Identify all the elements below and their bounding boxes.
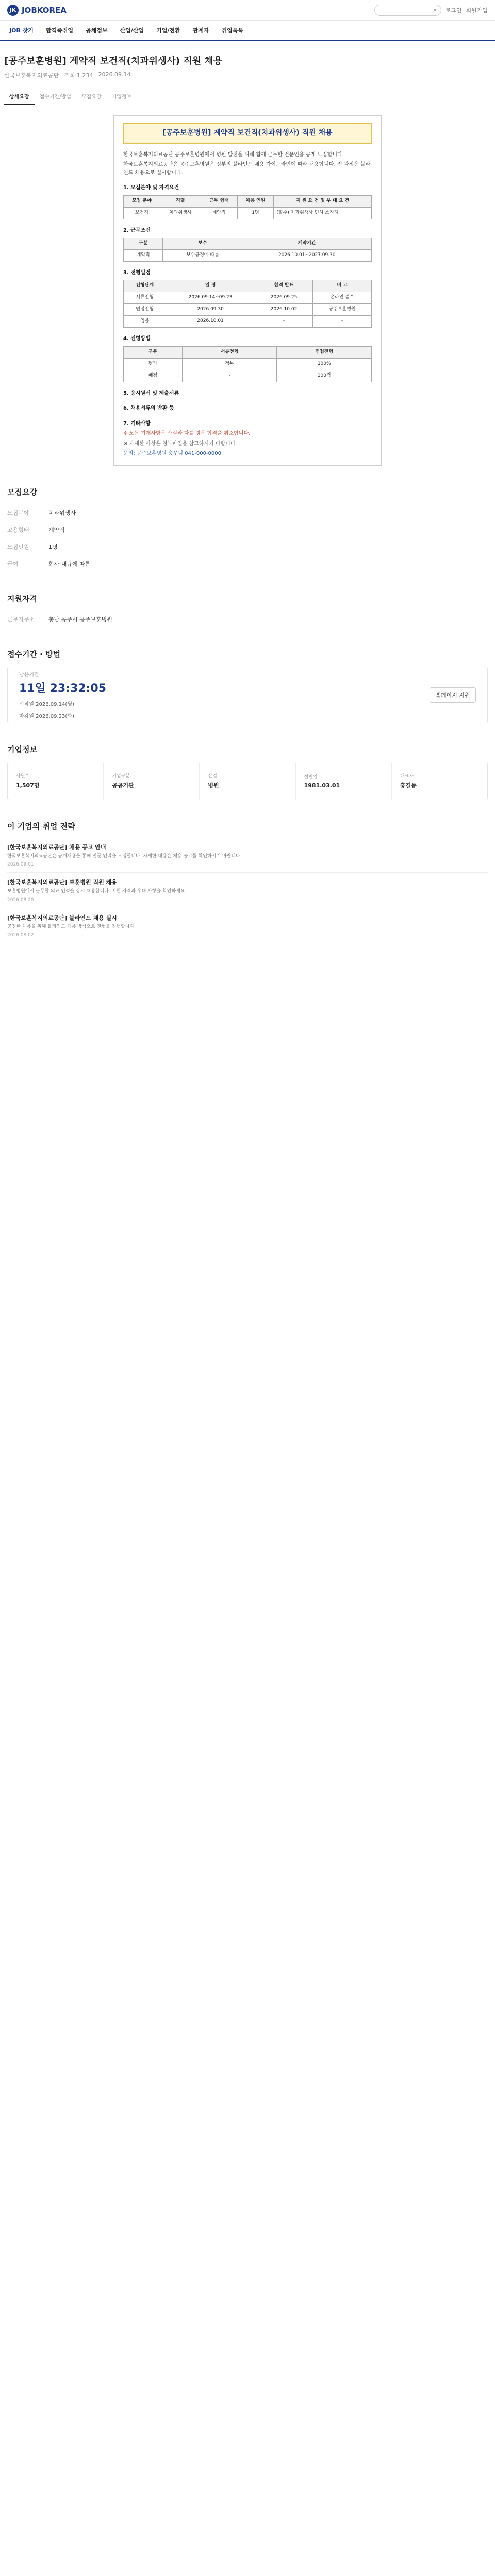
table-cell: 계약직 [201, 207, 237, 219]
section-heading: 1. 모집분야 및 자격요건 [123, 185, 179, 191]
table-cell: 서류전형 [124, 292, 166, 304]
info-key: 모집인원 [7, 543, 29, 550]
info-key: 근무지주소 [7, 616, 35, 623]
table-header: 전형단계 [124, 280, 166, 292]
company-stats [7, 762, 488, 800]
table-header: 서류전형 [182, 346, 277, 358]
stat-item [200, 762, 295, 800]
section-heading: 4. 전형방법 [123, 336, 151, 342]
detail-tabs [0, 90, 495, 105]
table-cell: 공주보훈병원 [313, 304, 372, 316]
table-header: 모집 분야 [124, 195, 160, 207]
stat-item [296, 762, 392, 800]
table-cell: 치과위생사 [160, 207, 201, 219]
logo[interactable] [7, 5, 67, 16]
apply-button[interactable]: 홈페이지 지원 [430, 687, 476, 703]
stat-value: 1,507명 [16, 782, 40, 789]
stat-value: 병원 [208, 782, 219, 789]
signup-link[interactable]: 회원가입 [466, 7, 488, 14]
table-cell: 1명 [237, 207, 274, 219]
nav-item-talk[interactable]: 취업톡톡 [221, 27, 244, 34]
nav-item-pass[interactable]: 합격족취업 [45, 27, 74, 34]
table-cell: 2026.10.01~2027.09.30 [242, 250, 372, 262]
logo-mark-icon: JK [7, 5, 19, 16]
site-header [0, 0, 495, 21]
start-date: 시작일 2026.09.14(월) [19, 702, 74, 707]
table-cell: - [255, 316, 313, 328]
table-cell: 2026.10.01 [166, 316, 255, 328]
tab-detail[interactable]: 상세요강 [4, 90, 35, 105]
recruit-title: 모집요강 [7, 487, 37, 497]
table-cell: (필수) 치과위생사 면허 소지자 [274, 207, 372, 219]
company-name[interactable]: 한국보훈복지의료공단 [4, 72, 59, 79]
table-cell: 면접전형 [124, 304, 166, 316]
stat-item [8, 762, 104, 800]
table-header: 직렬 [160, 195, 201, 207]
info-value: 회사 내규에 따름 [48, 560, 91, 567]
table-cell: - [313, 316, 372, 328]
end-date: 마감일 2026.09.23(화) [19, 714, 74, 719]
workplace-info [0, 611, 495, 628]
stat-item [104, 762, 200, 800]
remain-time: 11일 23:32:05 [19, 682, 106, 695]
post-date: 2026.09.14 [98, 71, 131, 78]
doc-note: ※ 모든 기재사항은 사실과 다를 경우 합격을 취소합니다. [123, 431, 251, 436]
info-value: 계약직 [48, 526, 65, 533]
search-icon[interactable]: ⌕ [433, 6, 437, 13]
stat-value: 공공기관 [112, 782, 134, 789]
stat-label: 설립일 [304, 774, 318, 780]
table-header: 합격 발표 [255, 280, 313, 292]
info-key: 급여 [7, 560, 19, 567]
table-cell: 2026.09.30 [166, 304, 255, 316]
views-count: 조회 1,234 [64, 72, 93, 79]
search-input[interactable] [374, 5, 441, 16]
remain-label: 남은기간 [19, 672, 39, 678]
table-cell: 2026.09.25 [255, 292, 313, 304]
table-cell: 계약직 [124, 250, 163, 262]
news-headline[interactable]: [한국보훈복지의료공단] 블라인드 채용 실시 [7, 914, 117, 921]
company-title: 기업정보 [7, 744, 37, 754]
section-heading: 3. 전형일정 [123, 269, 151, 276]
section-heading: 2. 근무조건 [123, 227, 151, 233]
table-cell: 임용 [124, 316, 166, 328]
table-header: 구분 [124, 346, 183, 358]
table-cell: 100% [277, 358, 372, 370]
table-cell: 적부 [182, 358, 277, 370]
stat-label: 대표자 [400, 774, 414, 779]
news-date: 2026.09.01 [7, 862, 34, 867]
news-date: 2026.08.20 [7, 897, 34, 903]
tab-apply[interactable]: 접수기간/방법 [39, 94, 71, 100]
table-header: 지 원 요 건 및 우 대 요 건 [274, 195, 372, 207]
table-header: 보수 [163, 238, 242, 250]
list-item[interactable] [7, 838, 488, 873]
section-heading: 7. 기타사항 [123, 420, 151, 427]
news-desc: 보훈병원에서 근무할 의료 인력을 상시 채용합니다. 지원 자격과 우대 사항을 확인하세요. [7, 889, 187, 894]
nav-item-job-search[interactable]: JOB 찾기 [9, 27, 34, 34]
doc-lead [123, 151, 372, 177]
stat-item [392, 762, 487, 800]
table-header: 비 고 [313, 280, 372, 292]
stat-value: 홍길동 [400, 782, 417, 789]
stat-label: 산업 [208, 774, 217, 779]
tab-company[interactable]: 기업정보 [111, 94, 132, 100]
main-nav [0, 21, 495, 41]
info-row [7, 555, 488, 572]
news-headline[interactable]: [한국보훈복지의료공단] 채용 공고 안내 [7, 843, 106, 851]
table-cell: 온라인 접수 [313, 292, 372, 304]
info-value: 치과위생사 [48, 509, 76, 516]
method-table [123, 346, 372, 382]
table-cell: 보수규정에 따름 [163, 250, 242, 262]
login-link[interactable]: 로그인 [445, 7, 462, 14]
recruit-info [0, 504, 495, 572]
table-cell: 보건직 [124, 207, 160, 219]
qualification-table [123, 195, 372, 219]
condition-table [123, 238, 372, 262]
nav-item-company[interactable]: 기업/전환 [156, 27, 180, 34]
table-header: 일 정 [166, 280, 255, 292]
table-cell: 2026.10.02 [255, 304, 313, 316]
nav-item-related[interactable]: 관계자 [192, 27, 209, 34]
table-header: 구분 [124, 238, 163, 250]
list-item[interactable] [7, 873, 488, 908]
list-item[interactable] [7, 908, 488, 944]
doc-note: ※ 자세한 사항은 첨부파일을 참고하시기 바랍니다. [123, 440, 237, 447]
doc-contact: 문의: 공주보훈병원 총무팀 041-000-0000 [123, 451, 222, 456]
info-row [7, 504, 488, 521]
news-list [0, 838, 495, 944]
logo-text: JOBKOREA [22, 5, 67, 15]
table-header: 계약기간 [242, 238, 372, 250]
schedule-table [123, 280, 372, 328]
lead-paragraph: 한국보훈복지의료공단은 공주보훈병원은 정부의 블라인드 채용 가이드라인에 따라 채용합니다. 전 과정은 블라인드 채용으로 실시합니다. [123, 162, 371, 176]
info-row [7, 611, 488, 628]
table-header: 채용 인원 [237, 195, 274, 207]
news-date: 2026.08.02 [7, 933, 34, 938]
info-value: 1명 [48, 543, 58, 550]
table-header: 면접전형 [277, 346, 372, 358]
nav-item-industry[interactable]: 산업/산업 [120, 27, 144, 34]
news-title: 이 기업의 취업 전략 [7, 821, 75, 831]
stat-label: 사원수 [16, 774, 30, 779]
info-key: 고용형태 [7, 526, 29, 533]
schedule-title: 접수기간 · 방법 [7, 649, 61, 659]
news-headline[interactable]: [한국보훈복지의료공단] 보훈병원 직원 채용 [7, 879, 117, 886]
schedule-box [7, 667, 488, 723]
section-heading: 5. 응시원서 및 제출서류 [123, 390, 179, 396]
news-desc: 공정한 채용을 위해 블라인드 채용 방식으로 전형을 진행합니다. [7, 924, 136, 929]
info-row [7, 521, 488, 538]
stat-value: 1981.03.01 [304, 782, 340, 789]
job-document [113, 115, 382, 466]
table-header: 근무 형태 [201, 195, 237, 207]
workplace-title: 지원자격 [7, 594, 37, 603]
tab-recruit[interactable]: 모집요강 [81, 94, 102, 100]
news-desc: 한국보훈복지의료공단은 공개채용을 통해 전문 인력을 모집합니다. 자세한 내용은 채용 공고를 확인하시기 바랍니다. [7, 853, 242, 859]
table-cell: 평가 [124, 358, 183, 370]
doc-banner: [공주보훈병원] 계약직 보건직(치과위생사) 직원 채용 [123, 123, 372, 144]
table-cell: - [182, 370, 277, 382]
info-row [7, 538, 488, 555]
table-cell: 100점 [277, 370, 372, 382]
stat-label: 기업구분 [112, 774, 130, 779]
info-value: 충남 공주시 공주보훈병원 [48, 616, 112, 623]
section-heading: 6. 채용서류의 반환 등 [123, 405, 174, 411]
lead-paragraph: 한국보훈복지의료공단 공주보훈병원에서 병원 발전을 위해 함께 근무할 전문인을 공개 모집합니다. [123, 151, 344, 158]
table-cell: 배점 [124, 370, 183, 382]
header-right [374, 5, 488, 16]
info-key: 모집분야 [7, 509, 29, 516]
table-cell: 2026.09.14~09.23 [166, 292, 255, 304]
post-meta [0, 71, 495, 79]
post-title: [공주보훈병원] 계약직 보건직(치과위생사) 직원 채용 [4, 56, 223, 66]
nav-item-public[interactable]: 공채정보 [86, 27, 108, 34]
